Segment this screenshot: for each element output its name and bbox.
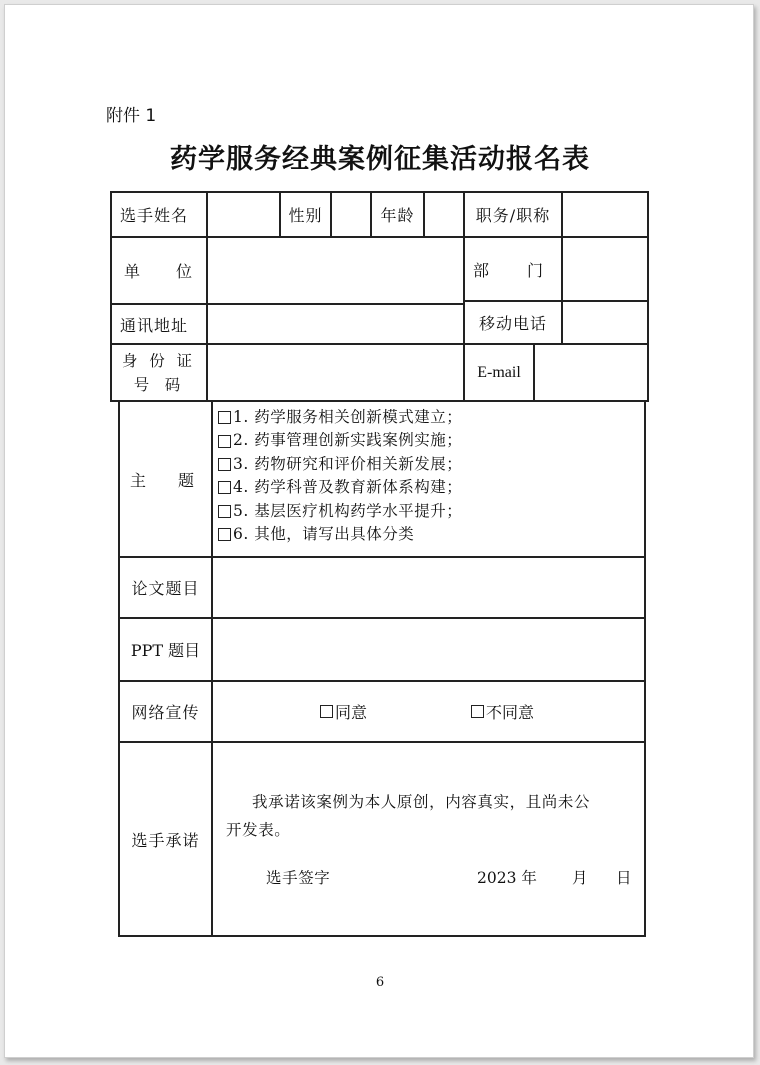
dept-field[interactable] — [563, 238, 647, 300]
theme-option-1[interactable]: 1. 药学服务相关创新模式建立； — [218, 406, 638, 429]
sign-day: 日 — [616, 869, 632, 887]
checkbox[interactable] — [218, 528, 231, 541]
signature-field[interactable] — [344, 866, 474, 888]
position-field[interactable] — [563, 193, 647, 236]
mobile-label: 移动电话 — [478, 314, 547, 333]
checkbox[interactable] — [218, 435, 231, 448]
checkbox[interactable] — [218, 505, 231, 518]
gender-label: 性别 — [288, 206, 323, 225]
checkbox[interactable] — [218, 411, 231, 424]
age-field[interactable] — [425, 193, 463, 236]
attachment-label: 附件 1 — [106, 106, 157, 126]
name-label: 选手姓名 — [120, 206, 189, 225]
name-field[interactable] — [208, 193, 279, 236]
theme-option-3[interactable]: 3. 药物研究和评价相关新发展； — [218, 453, 638, 476]
unit-label: 单 位 — [124, 262, 192, 281]
id-number-field[interactable] — [208, 345, 463, 400]
promise-text: 我承诺该案例为本人原创，内容真实，且尚未公 — [252, 793, 591, 811]
page-number: 6 — [375, 975, 385, 990]
sign-month: 月 — [572, 869, 588, 887]
id-number-label: 身 份 证 号 码 — [122, 351, 192, 394]
checkbox[interactable] — [218, 481, 231, 494]
email-field[interactable] — [535, 345, 647, 400]
paper-title-field[interactable] — [213, 558, 644, 617]
publicity-label: 网络宣传 — [131, 703, 200, 722]
form-title: 药学服务经典案例征集活动报名表 — [170, 144, 590, 175]
theme-option-5[interactable]: 5. 基层医疗机构药学水平提升； — [218, 500, 638, 523]
checkbox[interactable] — [320, 705, 333, 718]
publicity-disagree-option[interactable]: 不同意 — [471, 682, 534, 741]
checkbox[interactable] — [218, 458, 231, 471]
ppt-title-field[interactable] — [213, 619, 644, 680]
address-label: 通讯地址 — [120, 315, 189, 335]
theme-option-6[interactable]: 6. 其他，请写出具体分类 — [218, 523, 638, 546]
paper-title-label: 论文题目 — [131, 579, 200, 598]
checkbox[interactable] — [471, 705, 484, 718]
publicity-agree-option[interactable]: 同意 — [320, 682, 367, 741]
theme-label: 主 题 — [130, 470, 194, 490]
age-label: 年龄 — [380, 206, 415, 225]
unit-field[interactable] — [208, 238, 463, 303]
sign-year: 2023 年 — [477, 869, 537, 887]
dept-label: 部 门 — [473, 260, 543, 280]
mobile-field[interactable] — [563, 302, 647, 343]
theme-option-2[interactable]: 2. 药事管理创新实践案例实施； — [218, 429, 638, 452]
promise-text-line2: 开发表。 — [226, 821, 291, 839]
theme-options — [218, 406, 638, 546]
ppt-title-label: PPT 题目 — [130, 641, 201, 660]
address-field[interactable] — [208, 305, 463, 343]
promise-label: 选手承诺 — [131, 830, 200, 850]
email-label: E-mail — [477, 363, 521, 381]
theme-option-4[interactable]: 4. 药学科普及教育新体系构建； — [218, 476, 638, 499]
position-label: 职务/职称 — [475, 206, 551, 225]
gender-field[interactable] — [332, 193, 370, 236]
signature-label: 选手签字 — [266, 869, 331, 887]
